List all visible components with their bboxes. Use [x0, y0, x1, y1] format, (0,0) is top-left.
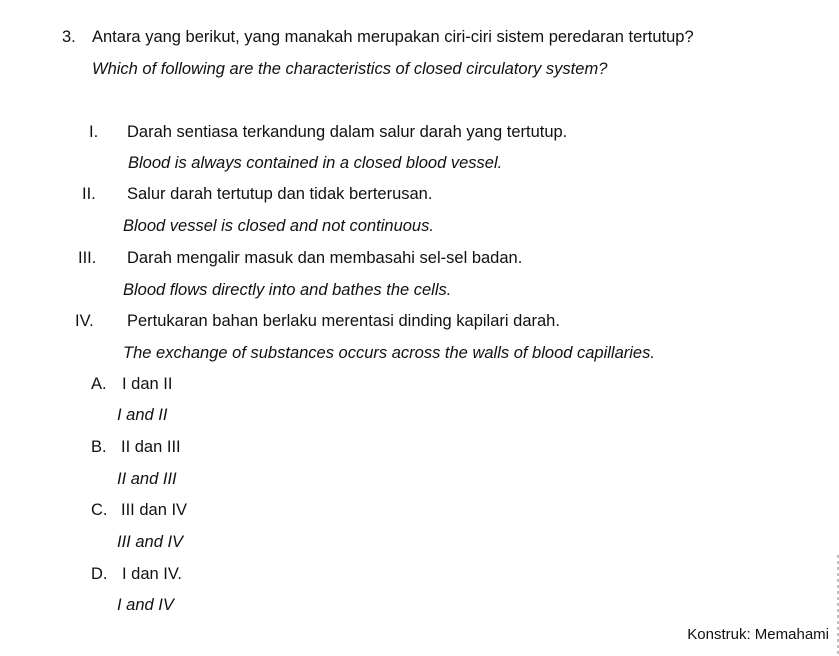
- option-a-letter: A.: [91, 375, 107, 393]
- statement-numeral: II.: [82, 185, 96, 203]
- option-b-letter: B.: [91, 438, 107, 456]
- statement-text-malay: Salur darah tertutup dan tidak berterusan.: [127, 185, 433, 203]
- statement-text-malay: Darah mengalir masuk dan membasahi sel-sel badan.: [127, 249, 523, 267]
- question-text-malay: Antara yang berikut, yang manakah merupakan ciri-ciri sistem peredaran tertutup?: [92, 28, 694, 46]
- statement-text-malay: Pertukaran bahan berlaku merentasi dinding kapilari darah.: [127, 312, 560, 330]
- option-a-text-malay: I dan II: [122, 375, 173, 393]
- statement-numeral: I.: [89, 123, 99, 141]
- statement-numeral: IV.: [75, 312, 94, 330]
- statement-text-english: Blood vessel is closed and not continuous.: [123, 217, 434, 235]
- statement-numeral: III.: [78, 249, 97, 267]
- statement-text-malay: Darah sentiasa terkandung dalam salur darah yang tertutup.: [127, 123, 568, 141]
- option-d-letter: D.: [91, 565, 108, 583]
- question-number: 3.: [62, 28, 76, 46]
- option-b-text-malay: II dan III: [121, 438, 181, 456]
- statement-text-english: Blood flows directly into and bathes the cells.: [123, 281, 452, 299]
- question-text-english: Which of following are the characteristics of closed circulatory system?: [92, 60, 608, 78]
- option-b-text-english: II and III: [117, 470, 177, 488]
- option-c-text-english: III and IV: [117, 533, 184, 551]
- option-c-letter: C.: [91, 501, 108, 519]
- statement-text-english: Blood is always contained in a closed blood vessel.: [128, 154, 503, 172]
- option-d-text-malay: I dan IV.: [122, 565, 182, 583]
- construct-label: Konstruk: Memahami: [687, 626, 829, 643]
- option-a-text-english: I and II: [117, 406, 168, 424]
- statement-text-english: The exchange of substances occurs across the walls of blood capillaries.: [123, 344, 655, 362]
- option-c-text-malay: III dan IV: [121, 501, 188, 519]
- option-d-text-english: I and IV: [117, 596, 174, 614]
